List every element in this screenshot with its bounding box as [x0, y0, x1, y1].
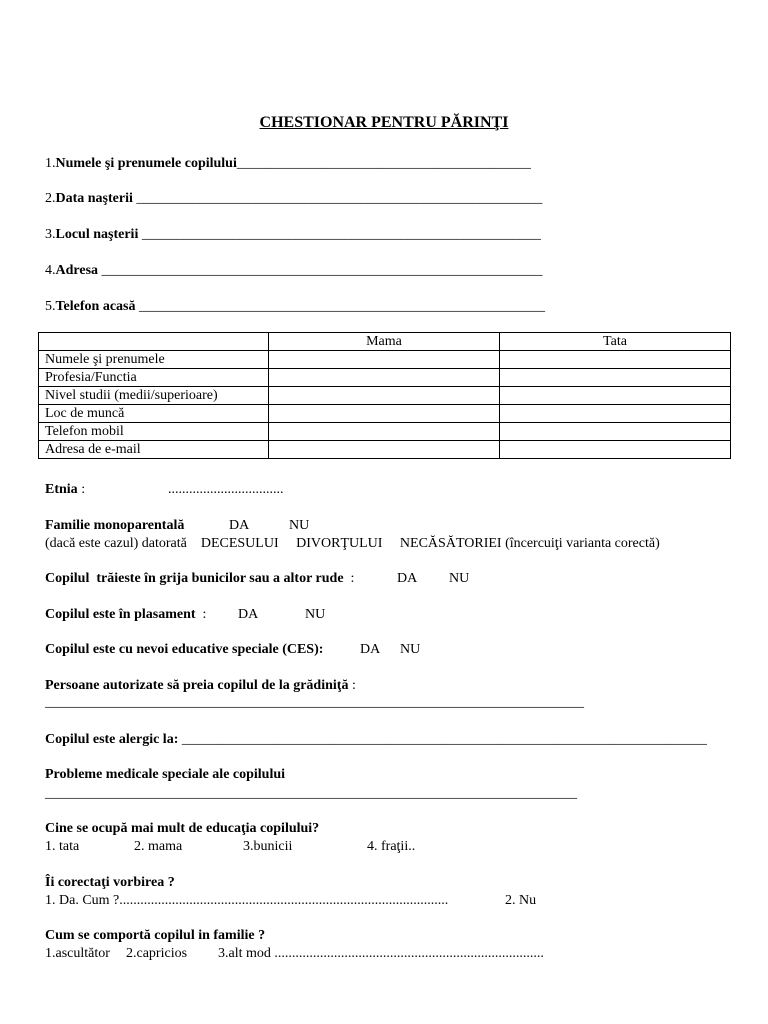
table-row: [39, 351, 731, 369]
table-header-mama: Mama: [269, 333, 500, 351]
plasament-colon: :: [195, 607, 207, 622]
cell-tata[interactable]: [500, 423, 731, 441]
persoane-row: [45, 677, 356, 694]
comporta-label: Cum se comportă copilul in familie ?: [45, 928, 266, 943]
field-home-phone: [45, 298, 545, 315]
bunici-label: Copilul trăieste în grija bunicilor sau a altor rude: [45, 571, 344, 586]
cell-mama[interactable]: [269, 441, 500, 459]
field-label: Numele şi prenumele copilului: [55, 156, 237, 171]
bunici-da-option[interactable]: DA: [397, 571, 418, 586]
persoane-colon: :: [348, 678, 356, 693]
educatia-option-tata[interactable]: 1. tata: [45, 839, 80, 854]
persoane-line[interactable]: _____________________________________________________________________________: [45, 695, 584, 710]
table-row: [39, 423, 731, 441]
field-number: 2.: [45, 191, 56, 206]
alergic-label: Copilul este alergic la:: [45, 732, 179, 747]
familie-nu-option[interactable]: NU: [289, 518, 310, 533]
field-birth-date: [45, 190, 542, 207]
parents-table: [38, 332, 731, 459]
table-header-tata: Tata: [500, 333, 731, 351]
cell-mama[interactable]: [269, 351, 500, 369]
bunici-colon: :: [343, 571, 355, 586]
bunici-row: [45, 570, 354, 587]
etnia-dots[interactable]: .................................: [168, 482, 284, 497]
comporta-option-alt-mod[interactable]: 3.alt mod .............................................................................: [218, 946, 544, 961]
educatia-label: Cine se ocupă mai mult de educaţia copilului?: [45, 821, 320, 836]
table-header-row: [39, 333, 731, 351]
educatia-option-bunicii[interactable]: 3.bunicii: [243, 839, 293, 854]
ces-nu-option[interactable]: NU: [400, 642, 421, 657]
row-label: Telefon mobil: [39, 423, 269, 441]
plasament-nu-option[interactable]: NU: [305, 607, 326, 622]
familie-da-option[interactable]: DA: [229, 518, 250, 533]
table-row: [39, 405, 731, 423]
table-row: [39, 387, 731, 405]
field-label: Data naşterii: [55, 191, 133, 206]
vorbirea-label: Îi corectaţi vorbirea ?: [45, 875, 175, 890]
plasament-label: Copilul este în plasament: [45, 607, 196, 622]
field-label: Adresa: [55, 263, 99, 278]
alergic-row: [45, 731, 707, 748]
field-label: Locul naşterii: [55, 227, 139, 242]
educatia-option-mama[interactable]: 2. mama: [134, 839, 183, 854]
comporta-option-capricios[interactable]: 2.capricios: [126, 946, 188, 961]
etnia-colon: :: [77, 482, 86, 497]
field-number: 5.: [45, 299, 56, 314]
field-address: [45, 262, 543, 279]
field-label: Telefon acasă: [55, 299, 136, 314]
field-number: 4.: [45, 263, 56, 278]
cell-mama[interactable]: [269, 423, 500, 441]
alergic-line[interactable]: ___________________________________________________________________________: [178, 732, 707, 747]
fill-line[interactable]: _________________________________________________________: [138, 227, 541, 242]
row-label: Nivel studii (medii/superioare): [39, 387, 269, 405]
fill-line[interactable]: __________________________________________________________: [132, 191, 543, 206]
ces-label: Copilul este cu nevoi educative speciale (CES):: [45, 642, 324, 657]
table-header-empty: [39, 333, 269, 351]
cell-mama[interactable]: [269, 369, 500, 387]
table-row: [39, 441, 731, 459]
field-birth-place: [45, 226, 541, 243]
field-child-name: [45, 155, 531, 172]
field-number: 3.: [45, 227, 56, 242]
educatia-option-fratii[interactable]: 4. fraţii..: [367, 839, 416, 854]
cell-tata[interactable]: [500, 351, 731, 369]
row-label: Loc de muncă: [39, 405, 269, 423]
probleme-label: Probleme medicale speciale ale copilului: [45, 767, 286, 782]
field-number: 1.: [45, 156, 56, 171]
cell-mama[interactable]: [269, 387, 500, 405]
familie-label: Familie monoparentală: [45, 518, 185, 533]
plasament-row: [45, 606, 206, 623]
cell-mama[interactable]: [269, 405, 500, 423]
bunici-nu-option[interactable]: NU: [449, 571, 470, 586]
vorbirea-option-da[interactable]: 1. Da. Cum ?..............................................................................................: [45, 893, 449, 908]
familie-note: (dacă este cazul) datorată DECESULUI DIVORŢULUI NECĂSĂTORIEI (încercuiţi varianta corectă): [45, 536, 660, 551]
page-title: CHESTIONAR PENTRU PĂRINŢI: [259, 114, 509, 131]
comporta-option-ascultator[interactable]: 1.ascultător: [45, 946, 110, 961]
persoane-label: Persoane autorizate să preia copilul de la grădiniţă: [45, 678, 349, 693]
fill-line[interactable]: __________________________________________________________: [135, 299, 545, 314]
probleme-line[interactable]: ____________________________________________________________________________: [45, 786, 577, 801]
table-row: [39, 369, 731, 387]
etnia-label: Etnia: [45, 482, 78, 497]
cell-tata[interactable]: [500, 405, 731, 423]
cell-tata[interactable]: [500, 387, 731, 405]
row-label: Adresa de e-mail: [39, 441, 269, 459]
etnia-row: [45, 481, 85, 498]
plasament-da-option[interactable]: DA: [238, 607, 259, 622]
row-label: Profesia/Functia: [39, 369, 269, 387]
vorbirea-option-nu[interactable]: 2. Nu: [505, 893, 537, 908]
fill-line[interactable]: _______________________________________________________________: [98, 263, 543, 278]
cell-tata[interactable]: [500, 441, 731, 459]
cell-tata[interactable]: [500, 369, 731, 387]
ces-da-option[interactable]: DA: [360, 642, 381, 657]
row-label: Numele şi prenumele: [39, 351, 269, 369]
fill-line[interactable]: __________________________________________: [236, 156, 531, 171]
